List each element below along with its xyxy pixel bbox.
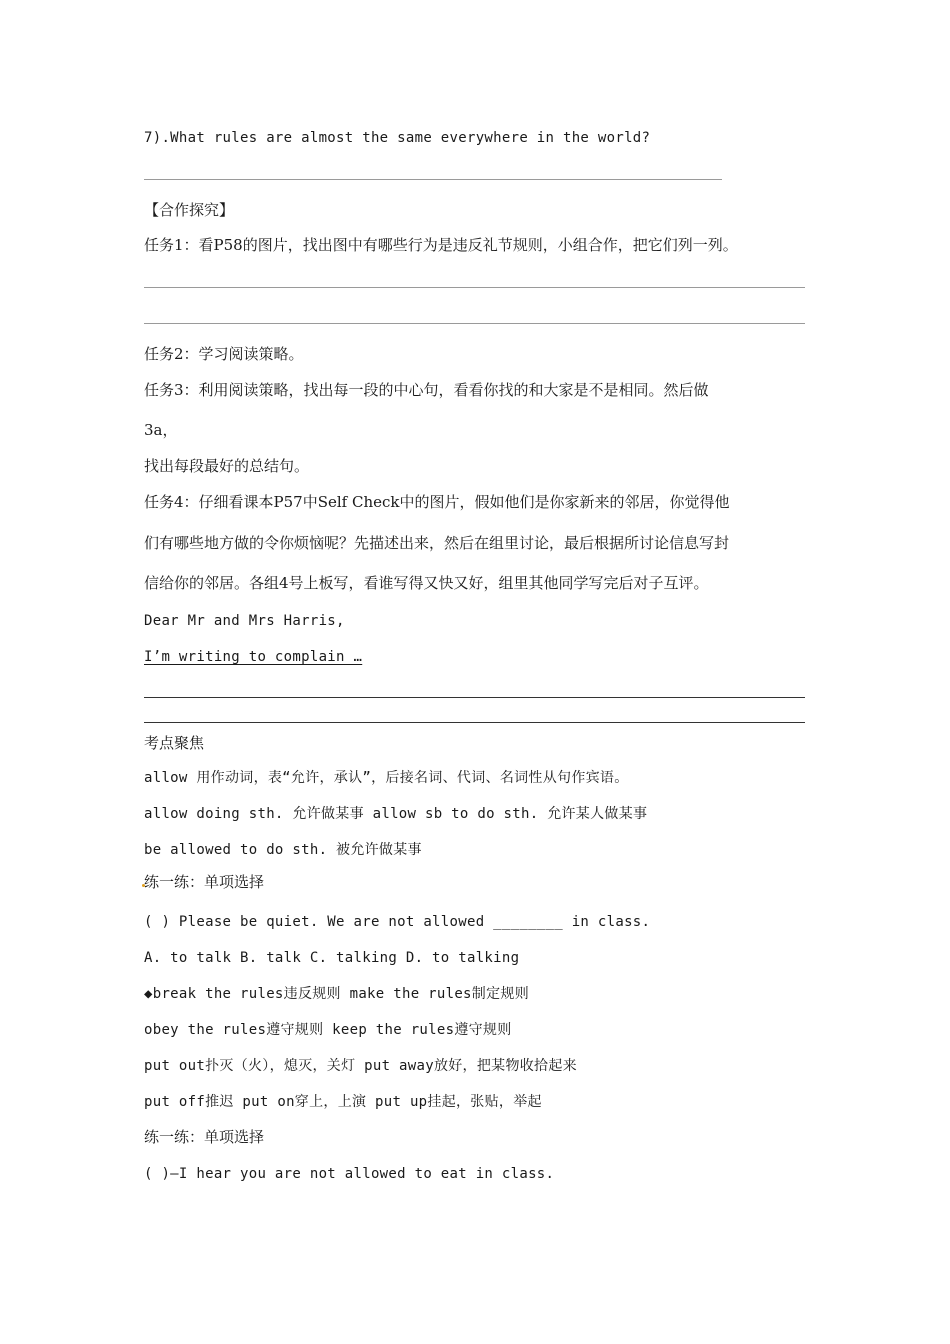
phrases-line-4: put off推迟 put on穿上，上演 put up挂起，张贴，举起	[144, 1094, 542, 1110]
writing-line-a	[144, 697, 805, 698]
practice-2-title: 练一练：单项选择	[144, 1128, 265, 1146]
task-4-line3: 信给你的邻居。各组4号上板写，看谁写得又快又好，组里其他同学写完后对子互评。	[144, 574, 709, 592]
allow-usage-2: be allowed to do sth. 被允许做某事	[144, 842, 422, 858]
phrases-line-3: put out扑灭（火），熄灭，关灯 put away放好，把某物收拾起来	[144, 1058, 577, 1074]
letter-opening: I’m writing to complain …	[144, 649, 363, 665]
task-4-line2: 们有哪些地方做的令你烦恼呢？先描述出来，然后在组里讨论，最后根据所讨论信息写封	[144, 534, 730, 552]
section-heading: 【合作探究】	[144, 201, 235, 219]
phrases-line-1: ◆break the rules违反规则 make the rules制定规则	[144, 986, 529, 1002]
answer-line-q7	[144, 179, 722, 180]
allow-usage-1: allow doing sth. 允许做某事 allow sb to do sth. 允许某人做某事	[144, 806, 648, 822]
question-2: ( )—I hear you are not allowed to eat in class.	[144, 1166, 555, 1182]
focus-heading: 考点聚焦	[144, 734, 205, 752]
task-3-line3: 找出每段最好的总结句。	[144, 457, 310, 475]
answer-line-task1-b	[144, 323, 805, 324]
question-7: 7).What rules are almost the same everywhere in the world?	[144, 130, 651, 146]
allow-definition: allow 用作动词，表“允许，承认”，后接名词、代词、名词性从句作宾语。	[144, 770, 629, 786]
practice-1-title: 练一练：单项选择	[144, 873, 265, 891]
question-1: ( ) Please be quiet. We are not allowed ________ in class.	[144, 914, 651, 930]
task-1: 任务1：看P58的图片，找出图中有哪些行为是违反礼节规则，小组合作，把它们列一列。	[144, 236, 738, 254]
task-4-line1: 任务4：仔细看课本P57中Self Check中的图片，假如他们是你家新来的邻居，你觉得他	[144, 493, 730, 511]
task-3-line1: 任务3：利用阅读策略，找出每一段的中心句，看看你找的和大家是不是相同。然后做	[144, 381, 709, 399]
writing-line-b	[144, 722, 805, 723]
letter-greeting: Dear Mr and Mrs Harris,	[144, 613, 345, 629]
question-1-options: A. to talk B. talk C. talking D. to talking	[144, 950, 520, 966]
task-2: 任务2：学习阅读策略。	[144, 345, 304, 363]
task-3-line2: 3a，	[144, 421, 178, 439]
phrases-line-2: obey the rules遵守规则 keep the rules遵守规则	[144, 1022, 512, 1038]
answer-line-task1-a	[144, 287, 805, 288]
